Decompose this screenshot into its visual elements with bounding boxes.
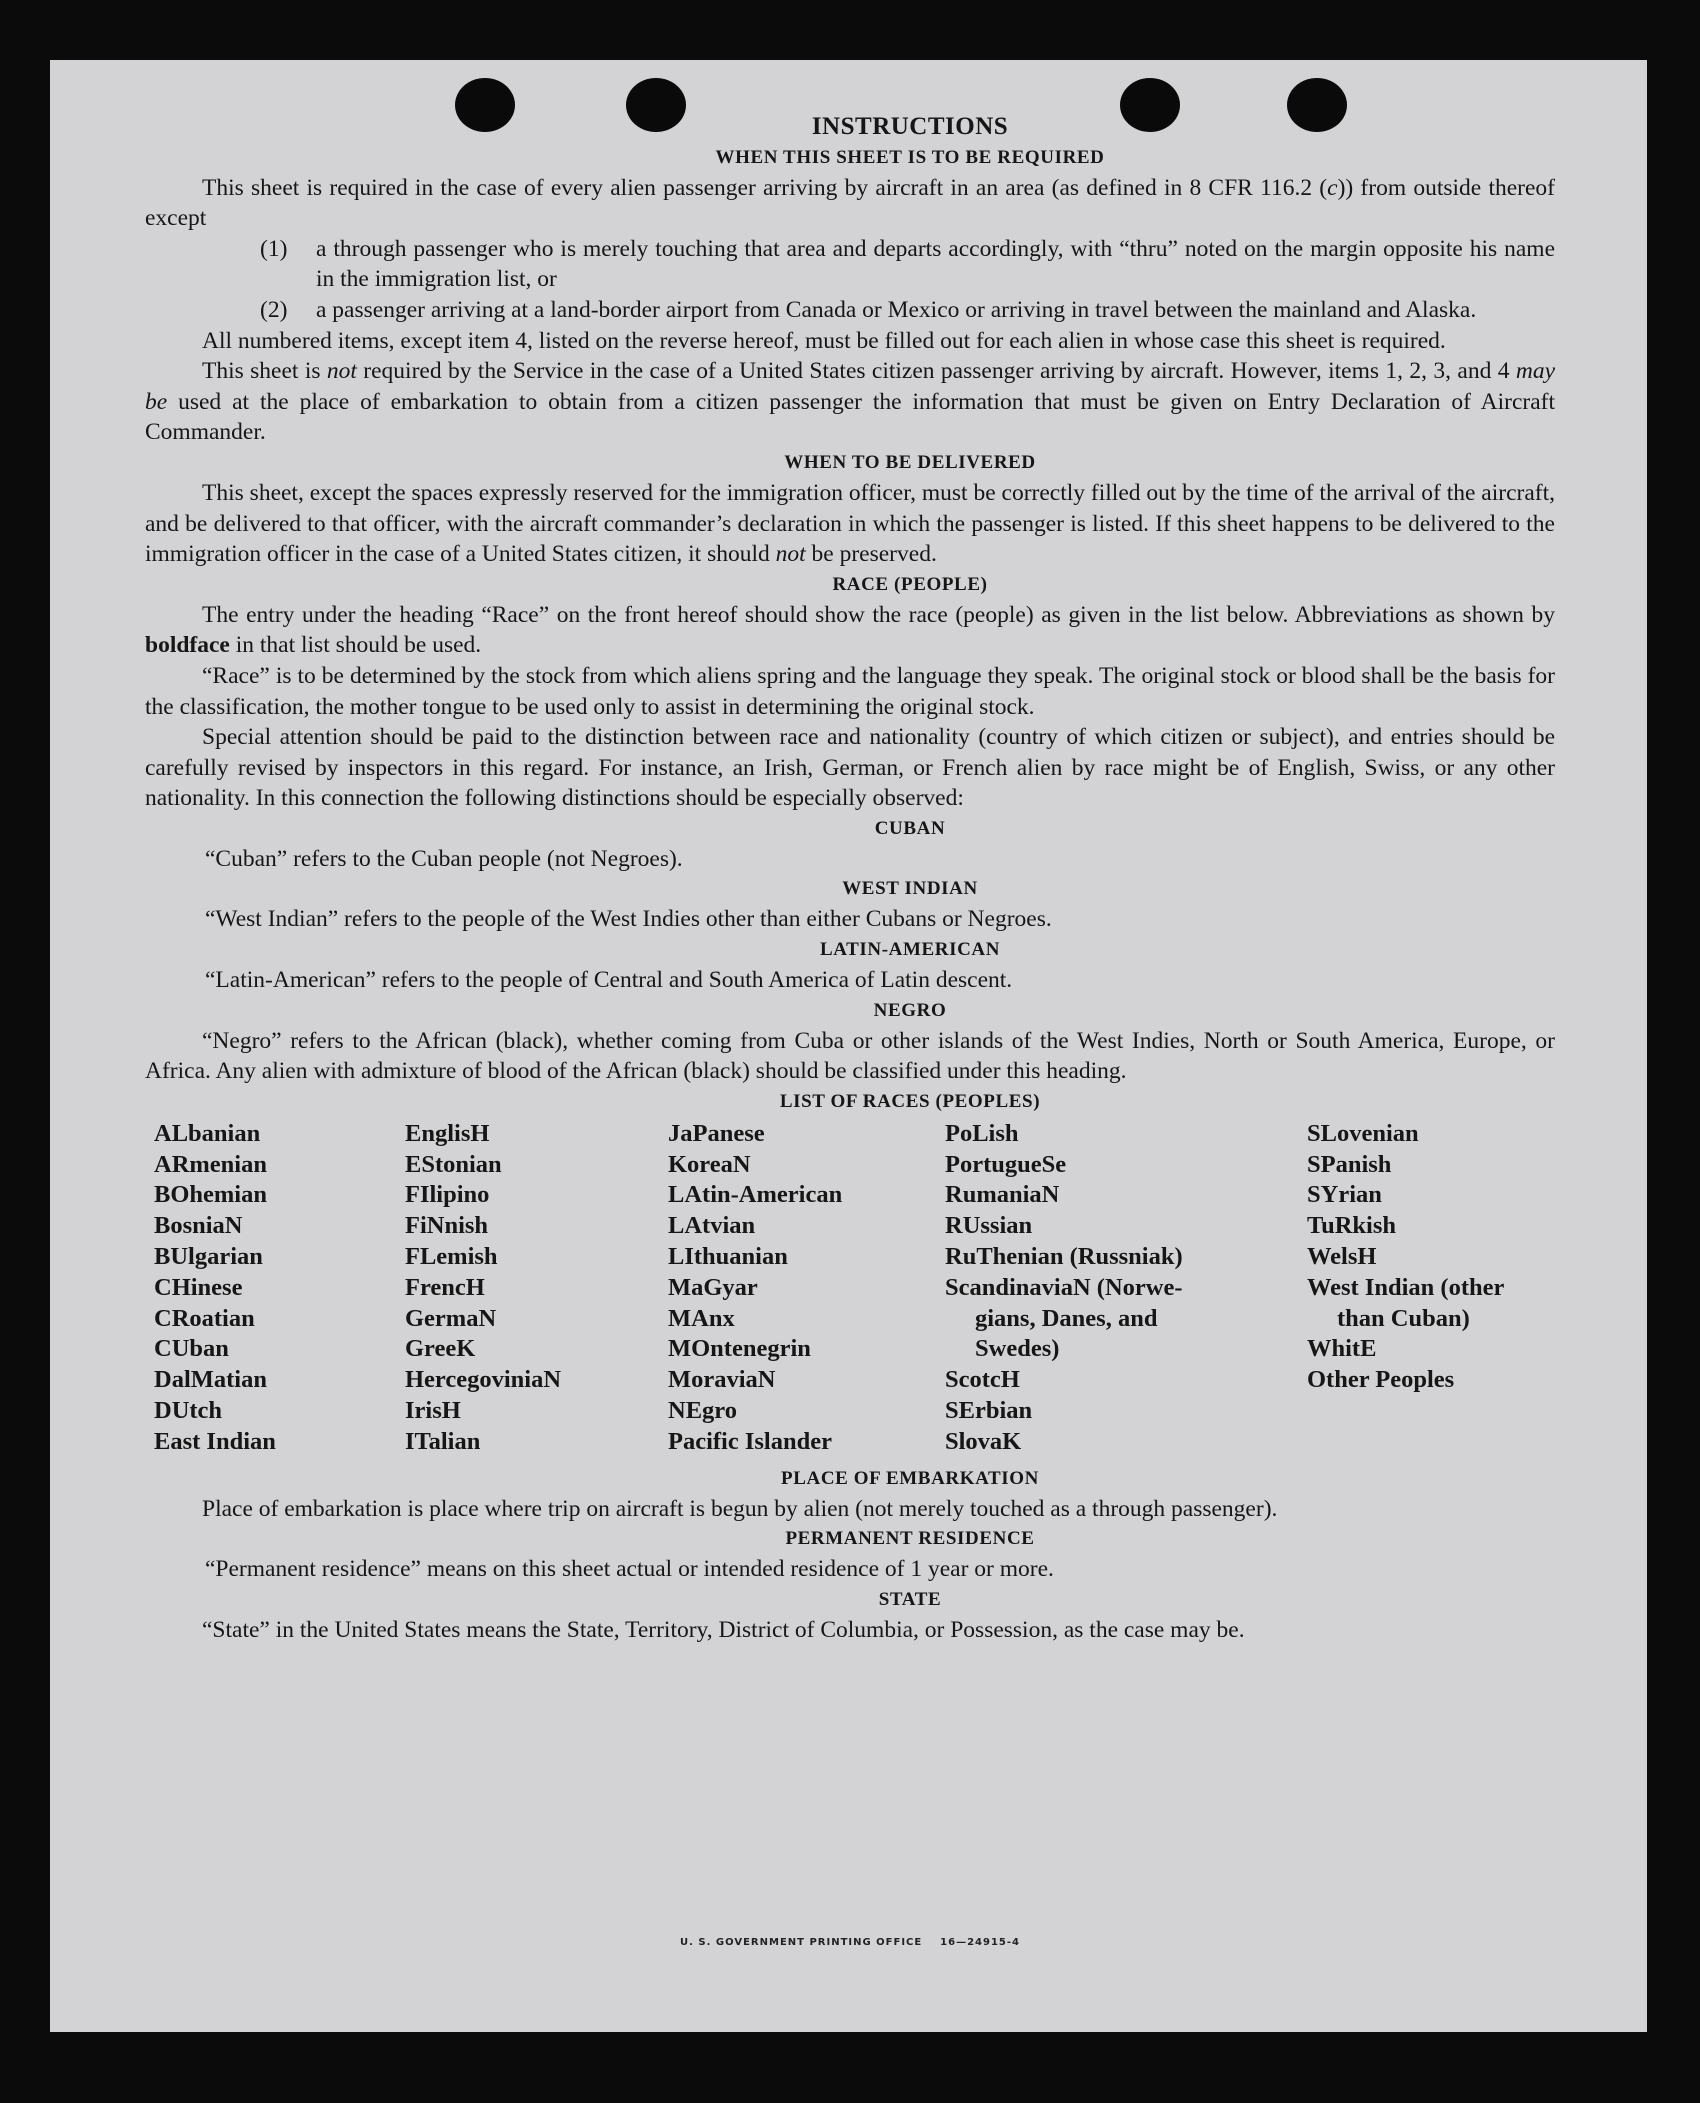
paragraph [145,1026,1555,1087]
section-heading: PERMANENT RESIDENCE [785,1528,1035,1550]
text-run: “Permanent residence” means on this sheet actual or intended residence of 1 year or more. [205,1556,1054,1583]
section-heading: PLACE OF EMBARKATION [781,1467,1039,1489]
race-entry: WelsH [1307,1243,1377,1271]
section-heading: STATE [878,1589,942,1611]
text-run: a through passenger who is merely touching that area and departs accordingly, with “thru” noted on the margin opposite his name in the immigration list, or [316,235,1555,293]
text-run: The entry under the heading “Race” on the front hereof should show the race (people) as given in the list below. Abbreviations as shown by [202,601,1555,628]
race-entry: SPanish [1307,1150,1392,1178]
race-entry: RUssian [945,1212,1033,1240]
text-run: required by the Service in the case of a United States citizen passenger arriving by aircraft. However, items 1, 2, 3, and 4 [356,358,1516,385]
paragraph [145,326,1555,357]
race-entry: Swedes) [975,1335,1060,1363]
race-entry: BUlgarian [154,1243,263,1271]
race-entry: than Cuban) [1337,1304,1470,1332]
race-entry: ScandinaviaN (Norwe- [945,1273,1183,1301]
paragraph [145,356,1555,448]
race-entry: MOntenegrin [668,1335,811,1363]
race-entry: EnglisH [405,1119,490,1147]
race-entry: NEgro [668,1397,737,1425]
sections-after-list [145,1464,1555,1646]
text-run: not [326,358,357,385]
sections-before-list [145,143,1555,1087]
race-entry: KoreaN [668,1150,751,1178]
paragraph [145,722,1555,814]
race-entry: TuRkish [1307,1212,1397,1240]
race-entry: EStonian [405,1150,502,1178]
text-run: be preserved. [805,541,937,568]
race-entry: LIthuanian [668,1243,788,1271]
race-entry: GermaN [405,1304,497,1332]
race-entry: FIlipino [405,1181,490,1209]
text-run: boldface [145,632,230,659]
text-run: “Latin-American” refers to the people of Central and South America of Latin descent. [205,967,1013,994]
race-list [145,1119,1555,1464]
section-heading: LIST OF RACES (PEOPLES) [779,1090,1041,1112]
race-entry: CUban [154,1335,229,1363]
text-run: Place of embarkation is place where trip on aircraft is begun by alien (not merely touched as a through passenger). [202,1495,1278,1522]
printer-imprint: U. S. GOVERNMENT PRINTING OFFICE 16—24915-4 [680,1937,1020,1948]
text-run: Special attention should be paid to the distinction between race and nationality (country of which citizen or subject), and entries should be carefully revised by inspectors in this regard. For instance, an Irish, German, or French alien by race might be of English, Swiss, or any other nationality. In this connection the following distinctions should be especially observed: [145,724,1555,812]
text-run: “Race” is to be determined by the stock from which aliens spring and the language they speak. The original stock or blood shall be the basis for the classification, the mother tongue to be used only to assist in determining the original stock. [145,662,1555,720]
race-entry: MaGyar [668,1273,758,1301]
race-entry: RumaniaN [945,1181,1060,1209]
item-number: (1) [260,235,288,262]
list-item [145,295,1555,326]
race-column [405,1119,561,1458]
list-item [145,234,1555,295]
race-entry: Pacific Islander [668,1427,832,1455]
race-column [1307,1119,1504,1396]
paragraph [145,661,1555,722]
paragraph [145,1615,1555,1646]
text-run: “Negro” refers to the African (black), whether coming from Cuba or other islands of the West Indies, North or South America, Europe, or Africa. Any alien with admixture of blood of the African (black) should be classified under this heading. [145,1027,1555,1085]
race-entry: HercegoviniaN [405,1366,562,1394]
race-entry: ALbanian [154,1119,261,1147]
race-entry: SLovenian [1307,1119,1419,1147]
section-heading: LATIN-AMERICAN [819,939,1001,961]
text-run: This sheet is [202,358,327,385]
race-entry: BosniaN [154,1212,243,1240]
race-entry: DUtch [154,1397,223,1425]
race-entry: PortugueSe [945,1150,1067,1178]
race-entry: ARmenian [154,1150,267,1178]
race-column [945,1119,1183,1458]
race-entry: SErbian [945,1397,1033,1425]
page-title: INSTRUCTIONS [811,113,1009,140]
definition [145,965,1555,996]
text-run: not [775,541,806,568]
section-heading: WHEN THIS SHEET IS TO BE REQUIRED [715,146,1105,168]
race-entry: GreeK [405,1335,476,1363]
race-entry: RuThenian (Russniak) [945,1243,1183,1271]
race-entry: LAtvian [668,1212,756,1240]
paragraph [145,600,1555,661]
text-run: “State” in the United States means the State, Territory, District of Columbia, or Possession, as the case may be. [202,1617,1245,1644]
text-run: c [1327,174,1338,201]
definition [145,1554,1555,1585]
race-entry: JaPanese [668,1119,765,1147]
item-text [316,295,1476,326]
text-run: used at the place of embarkation to obtain from a citizen passenger the information that must be given on Entry Declaration of Aircraft Commander. [145,388,1555,446]
race-entry: BOhemian [154,1181,267,1209]
instructions-body [145,112,1555,1646]
race-entry: MAnx [668,1304,735,1332]
section-heading: WHEN TO BE DELIVERED [784,451,1036,473]
text-run: may be [145,358,1555,415]
race-entry: FiNnish [405,1212,489,1240]
race-entry: ScotcH [945,1366,1020,1394]
definition [145,844,1555,875]
race-entry: ITalian [405,1427,481,1455]
text-run: “West Indian” refers to the people of the West Indies other than either Cubans or Negroes. [205,906,1052,933]
race-entry: gians, Danes, and [975,1304,1158,1332]
section-heading: RACE (PEOPLE) [832,573,988,595]
paragraph [145,1494,1555,1525]
race-column [668,1119,842,1458]
text-run: This sheet, except the spaces expressly reserved for the immigration officer, must be correctly filled out by the time of the arrival of the aircraft, and be delivered to that officer, with the aircraft commander’s declaration in which the passenger is listed. If this sheet happens to be delivered to the immigration officer in the case of a United States citizen, it should [145,479,1555,568]
race-entry: WhitE [1307,1335,1377,1363]
text-run: This sheet is required in the case of every alien passenger arriving by aircraft in an area (as defined in 8 CFR 116.2 ( [202,174,1328,201]
paragraph [145,478,1555,570]
race-entry: FrencH [405,1273,485,1301]
section-heading: WEST INDIAN [842,878,978,900]
section-heading: NEGRO [873,999,947,1021]
paragraph [145,173,1555,234]
item-text [316,234,1555,295]
race-column [154,1119,276,1458]
text-run: in that list should be used. [229,632,482,659]
race-entry: IrisH [405,1397,461,1425]
text-run: a passenger arriving at a land-border airport from Canada or Mexico or arriving in travel between the mainland and Alaska. [316,296,1477,323]
race-entry: LAtin-American [668,1181,843,1209]
race-entry: SlovaK [945,1427,1022,1455]
text-run: )) from outside thereof except [145,174,1555,232]
definition [145,904,1555,935]
race-entry: MoraviaN [668,1366,776,1394]
race-entry: FLemish [405,1243,498,1271]
race-entry: East Indian [154,1427,276,1455]
section-heading: CUBAN [874,817,946,839]
race-entry: CHinese [154,1273,243,1301]
race-entry: Other Peoples [1307,1366,1455,1394]
race-entry: CRoatian [154,1304,255,1332]
race-entry: West Indian (other [1307,1273,1505,1301]
item-number: (2) [260,296,288,323]
text-run: All numbered items, except item 4, listed on the reverse hereof, must be filled out for each alien in whose case this sheet is required. [202,327,1446,354]
text-run: “Cuban” refers to the Cuban people (not Negroes). [205,845,683,872]
race-entry: SYrian [1307,1181,1382,1209]
race-entry: DalMatian [154,1366,267,1394]
race-entry: PoLish [945,1119,1019,1147]
